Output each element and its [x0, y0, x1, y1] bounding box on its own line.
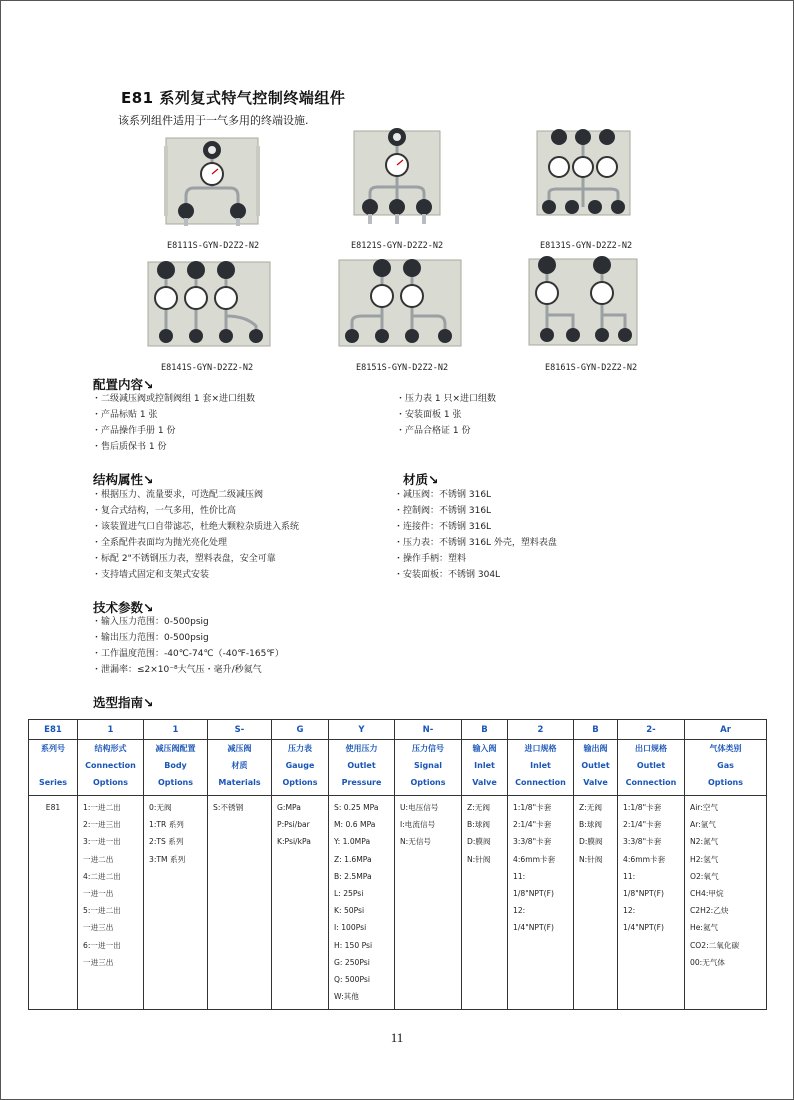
column-options [574, 796, 618, 1010]
option-item: 0:无阀 [149, 803, 172, 812]
description-line: 压力信号 [412, 744, 444, 753]
description-line: Valve [583, 778, 608, 787]
column-options [78, 796, 144, 1010]
option-item: 一进三出 [83, 957, 114, 967]
column-options [144, 796, 208, 1010]
material-list [394, 487, 557, 583]
option-item: 4:6mm卡套 [623, 854, 666, 864]
structure-list [92, 487, 299, 583]
list-item: ・复合式结构，一气多用，性价比高 [92, 506, 237, 516]
column-code: 1 [144, 720, 208, 740]
description-line: 输入阀 [472, 744, 497, 753]
option-item: 3:3/8"卡套 [513, 837, 552, 847]
option-item: 2:1/4"卡套 [513, 820, 552, 830]
column-description [508, 740, 574, 796]
description-line: Gas [717, 761, 734, 770]
option-item: 1:1/8"卡套 [513, 803, 552, 812]
product-model-label: E8111S-GYN-D2Z2-N2 [167, 241, 260, 251]
description-line: 材质 [231, 761, 248, 770]
option-item: G:MPa [277, 803, 301, 812]
product-image-2 [352, 123, 442, 227]
page-number: 11 [390, 1030, 404, 1045]
description-line: 减压阀配置 [155, 744, 196, 753]
option-item: Z:无阀 [579, 803, 602, 812]
list-item: ・工作温度范围：-40℃-74℃（-40℉-165℉） [92, 649, 284, 659]
product-model-label: E8151S-GYN-D2Z2-N2 [356, 363, 449, 373]
product-panel-illustration [527, 251, 639, 354]
list-item: ・安装面板：不锈钢 304L [394, 570, 501, 580]
option-item: 12: [623, 906, 636, 916]
description-line: Options [92, 778, 129, 787]
structure-heading: 结构属性↘ [93, 472, 154, 487]
option-item: D:膜阀 [467, 837, 491, 847]
column-options [208, 796, 272, 1010]
option-item: B:球阀 [467, 820, 490, 830]
list-item: ・压力表：不锈钢 316L 外壳，塑料表盘 [394, 538, 557, 548]
column-code: 2- [618, 720, 685, 740]
option-item: 1/4"NPT(F) [513, 923, 554, 933]
tech-list [92, 614, 284, 678]
list-item: ・连接件：不锈钢 316L [394, 522, 492, 532]
option-item: 一进一出 [83, 888, 114, 898]
option-item: CO2:二氧化碳 [690, 940, 740, 950]
option-item: B: 2.5MPa [334, 871, 372, 881]
description-line: 进口规格 [524, 744, 557, 753]
description-line: Options [410, 778, 446, 787]
list-item: ・输入压力范围：0-500psig [92, 617, 209, 627]
description-line: Outlet [636, 761, 666, 770]
column-options [272, 796, 329, 1010]
option-item: Z: 1.6MPa [334, 854, 372, 864]
product-model-label: E8131S-GYN-D2Z2-N2 [540, 241, 633, 251]
description-line: Options [707, 778, 744, 787]
option-item: G: 250Psi [334, 957, 370, 967]
selection-guide-table [28, 719, 767, 1010]
column-code: Ar [685, 720, 767, 740]
description-line [29, 757, 77, 774]
option-item: S:不锈钢 [213, 803, 244, 812]
column-description [574, 740, 618, 796]
description-line: Inlet [530, 761, 551, 770]
option-item: C2H2:乙炔 [690, 906, 729, 916]
option-item: E81 [45, 803, 61, 812]
option-item: He:氦气 [690, 923, 719, 933]
description-line: Connection [515, 778, 566, 787]
column-options [29, 796, 78, 1010]
option-item: 4:二进二出 [83, 871, 121, 881]
column-code: B [574, 720, 618, 740]
option-item: H2:氢气 [690, 854, 719, 864]
option-item: 00:无气体 [690, 957, 726, 967]
description-line: Valve [472, 778, 497, 787]
option-item: Y: 1.0MPa [334, 837, 371, 847]
column-description [29, 740, 78, 796]
description-line: Connection [625, 778, 677, 787]
option-item: P:Psi/bar [277, 820, 310, 830]
option-item: H: 150 Psi [334, 940, 373, 950]
column-code: E81 [29, 720, 78, 740]
option-item: 2:TS 系列 [149, 837, 184, 847]
description-line: 出口规格 [635, 744, 667, 753]
description-line: Options [282, 778, 318, 787]
option-item: 6:一进一出 [83, 940, 121, 950]
list-item: ・减压阀：不锈钢 316L [394, 490, 492, 500]
option-item: 3:3/8"卡套 [623, 837, 662, 847]
option-item: Q: 500Psi [334, 974, 370, 984]
list-item: ・输出压力范围：0-500psig [92, 633, 209, 643]
option-item: 1/8"NPT(F) [623, 888, 664, 898]
list-item: ・售后质保书 1 份 [92, 442, 167, 452]
option-item: 4:6mm卡套 [513, 854, 556, 864]
column-description [685, 740, 767, 796]
description-line: 使用压力 [345, 744, 378, 753]
option-item: 3:一进一出 [83, 837, 121, 847]
option-item: 11: [513, 871, 526, 881]
list-item: ・产品合格证 1 份 [396, 426, 471, 436]
option-item: O2:氧气 [690, 871, 719, 881]
option-item: 11: [623, 871, 636, 881]
option-item: 1:一进二出 [83, 803, 121, 812]
column-code: S- [208, 720, 272, 740]
list-item: ・标配 2"不锈钢压力表，塑料表盘，安全可靠 [92, 554, 276, 564]
option-item: 5:一进二出 [83, 906, 121, 916]
option-item: U:电压信号 [400, 803, 439, 812]
list-item: ・根据压力、流量要求，可选配二级减压阀 [92, 490, 264, 500]
config-heading: 配置内容↘ [93, 377, 154, 392]
list-item: ・泄漏率：≤2×10⁻⁸大气压・毫升/秒氦气 [92, 665, 262, 675]
option-item: CH4:甲烷 [690, 888, 724, 898]
guide-heading: 选型指南↘ [93, 695, 154, 710]
column-description [329, 740, 395, 796]
column-options [685, 796, 767, 1010]
product-image-1 [164, 136, 260, 227]
option-item: 1/8"NPT(F) [513, 888, 554, 898]
product-panel-illustration [352, 123, 442, 227]
column-description [272, 740, 329, 796]
option-item: I:电流信号 [400, 820, 436, 830]
option-item: L: 25Psi [334, 888, 364, 898]
option-item: N2:氮气 [690, 837, 719, 847]
description-line: Series [38, 778, 68, 787]
option-item: I: 100Psi [334, 923, 367, 933]
column-description [618, 740, 685, 796]
option-item: K:Psi/kPa [277, 837, 311, 847]
description-line: Materials [218, 778, 261, 787]
description-line: Signal [413, 761, 443, 770]
option-item: Air:空气 [690, 803, 719, 812]
page-title: E81 系列复式特气控制终端组件 [121, 89, 346, 107]
list-item: ・产品操作手册 1 份 [92, 426, 176, 436]
option-item: 3:TM 系列 [149, 854, 186, 864]
description-line: Options [157, 778, 194, 787]
option-item: 1:1/8"卡套 [623, 803, 662, 812]
option-item: N:无信号 [400, 837, 432, 847]
description-line: 系列号 [41, 744, 65, 753]
product-model-label: E8121S-GYN-D2Z2-N2 [351, 241, 444, 251]
option-item: 12: [513, 906, 526, 916]
list-item: ・支持墙式固定和支架式安装 [92, 570, 210, 580]
option-item: B:球阀 [579, 820, 602, 830]
product-panel-illustration [164, 136, 260, 227]
option-item: N:针阀 [579, 854, 603, 864]
column-code: 2 [508, 720, 574, 740]
column-code: G [272, 720, 329, 740]
option-item: K: 50Psi [334, 906, 365, 916]
product-image-5 [337, 254, 463, 354]
description-line: 气体类别 [709, 744, 742, 753]
product-image-4 [146, 256, 272, 356]
material-heading: 材质↘ [403, 472, 439, 487]
config-list-right [396, 391, 496, 439]
description-line: Connection [85, 761, 136, 770]
description-line: Outlet [581, 761, 610, 770]
column-description [462, 740, 508, 796]
description-line: 压力表 [288, 744, 312, 753]
option-item: Ar:氩气 [690, 820, 716, 830]
option-item: 2:一进三出 [83, 820, 121, 830]
description-line: 输出阀 [583, 744, 608, 753]
option-item: M: 0.6 MPa [334, 820, 376, 830]
description-line: Outlet [347, 761, 376, 770]
column-options [395, 796, 462, 1010]
list-item: ・二级减压阀或控制阀组 1 套×进口组数 [92, 394, 255, 404]
column-options [329, 796, 395, 1010]
option-item: 2:1/4"卡套 [623, 820, 662, 830]
column-description [395, 740, 462, 796]
option-item: W:其他 [334, 992, 359, 1002]
tech-heading: 技术参数↘ [93, 600, 154, 615]
list-item: ・压力表 1 只×进口组数 [396, 394, 496, 404]
product-model-label: E8141S-GYN-D2Z2-N2 [161, 363, 254, 373]
description-line: Pressure [341, 778, 382, 787]
column-code: Y [329, 720, 395, 740]
list-item: ・操作手柄：塑料 [394, 554, 467, 564]
option-item: D:膜阀 [579, 837, 603, 847]
column-options [462, 796, 508, 1010]
column-code: B [462, 720, 508, 740]
description-line: Gauge [285, 761, 315, 770]
list-item: ・全系配件表面均为抛光亮化处理 [92, 538, 228, 548]
product-panel-illustration [146, 256, 272, 356]
list-item: ・安装面板 1 张 [396, 410, 462, 420]
product-panel-illustration [337, 254, 463, 354]
list-item: ・控制阀：不锈钢 316L [394, 506, 492, 516]
list-item: ・该装置进气口自带滤芯，杜绝大颗粒杂质进入系统 [92, 522, 300, 532]
product-model-label: E8161S-GYN-D2Z2-N2 [545, 363, 638, 373]
description-line: 结构形式 [94, 744, 127, 753]
description-line: Inlet [474, 761, 495, 770]
column-code: 1 [78, 720, 144, 740]
column-options [508, 796, 574, 1010]
option-item: Z:无阀 [467, 803, 490, 812]
list-item: ・产品标贴 1 张 [92, 410, 158, 420]
product-image-3 [535, 123, 632, 227]
page-subtitle: 该系列组件适用于一气多用的终端设施. [118, 114, 309, 127]
option-item: S: 0.25 MPa [334, 803, 379, 812]
column-description [78, 740, 144, 796]
column-code: N- [395, 720, 462, 740]
product-panel-illustration [535, 123, 632, 227]
option-item: N:针阀 [467, 854, 491, 864]
description-line: 减压阀 [227, 744, 252, 753]
config-list-left [92, 391, 255, 455]
column-options [618, 796, 685, 1010]
column-description [144, 740, 208, 796]
option-item: 1:TR 系列 [149, 820, 184, 830]
column-description [208, 740, 272, 796]
option-item: 1/4"NPT(F) [623, 923, 664, 933]
description-line: Body [164, 761, 187, 770]
option-item: 一进三出 [83, 923, 114, 933]
product-image-6 [527, 251, 639, 354]
option-item: 一进二出 [83, 854, 114, 864]
